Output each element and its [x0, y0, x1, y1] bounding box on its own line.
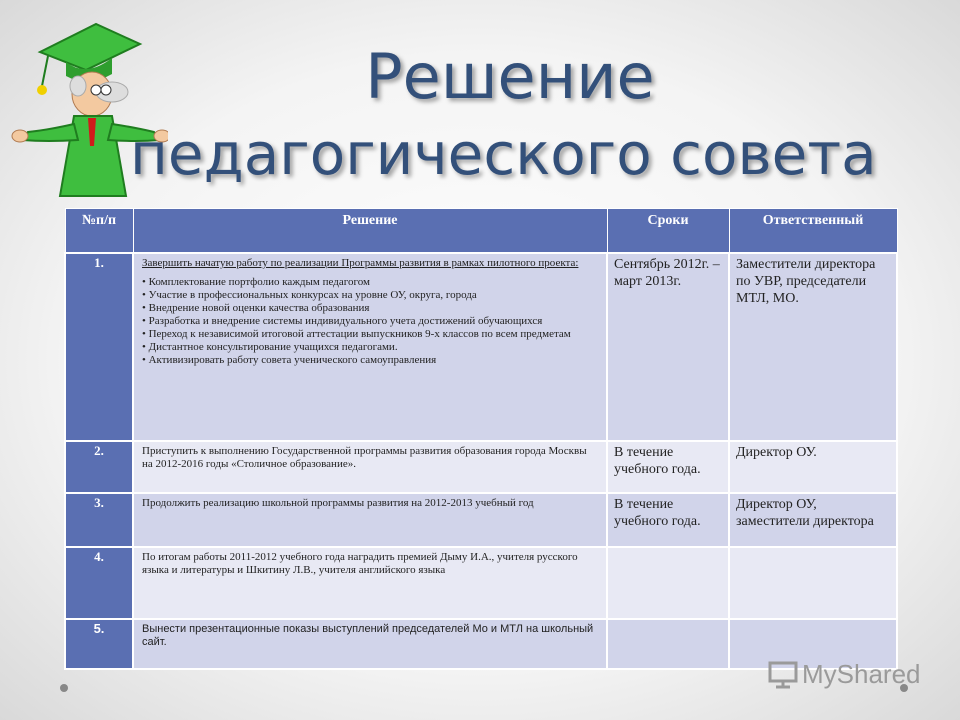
- header-term: Сроки: [607, 209, 729, 254]
- table-row: [65, 441, 897, 493]
- term-cell: В течение учебного года.: [607, 441, 729, 493]
- list-item: • Внедрение новой оценки качества образования: [142, 302, 370, 314]
- row-number: 1.: [65, 253, 133, 441]
- watermark-text: MyShared: [802, 658, 921, 689]
- term-cell: [607, 619, 729, 669]
- header-decision: Решение: [133, 209, 607, 254]
- slide-title-line1: Решение: [365, 40, 655, 113]
- term-cell: [607, 547, 729, 619]
- responsible-cell: Директор ОУ, заместители директора: [729, 493, 897, 547]
- decorative-dot: [60, 684, 68, 692]
- responsible-cell: [729, 547, 897, 619]
- decision-cell: [133, 253, 607, 441]
- decision-table: [64, 208, 898, 670]
- decision-lead: Завершить начатую работу по реализации Программы развития в рамках пилотного проекта:: [142, 257, 579, 269]
- row-number: 2.: [65, 441, 133, 493]
- row-number: 3.: [65, 493, 133, 547]
- table-row: [65, 253, 897, 441]
- list-item: • Переход к независимой итоговой аттестации выпускников 9-х классов по всем предметам: [142, 328, 571, 340]
- list-item: • Дистантное консультирование учащихся педагогами.: [142, 341, 398, 353]
- header-responsible: Ответственный: [729, 209, 897, 254]
- list-item: • Комплектование портфолио каждым педагогом: [142, 276, 370, 288]
- table-row: [65, 547, 897, 619]
- term-cell: В течение учебного года.: [607, 493, 729, 547]
- decision-cell: Вынести презентационные показы выступлений председателей Мо и МТЛ на школьный сайт.: [133, 619, 607, 669]
- header-number: №п/п: [65, 209, 133, 254]
- list-item: • Участие в профессиональных конкурсах на уровне ОУ, округа, города: [142, 289, 477, 301]
- responsible-cell: Директор ОУ.: [729, 441, 897, 493]
- decision-cell: Продолжить реализацию школьной программы развития на 2012-2013 учебный год: [133, 493, 607, 547]
- term-cell: Сентябрь 2012г. – март 2013г.: [607, 253, 729, 441]
- row-number: 5.: [65, 619, 133, 669]
- slide-title-line2: педагогического совета: [130, 120, 877, 188]
- decision-cell: По итогам работы 2011-2012 учебного года наградить премией Дыму И.А., учителя русского языка и литературы и Шкитину Л.В., учителя английского языка: [133, 547, 607, 619]
- table-row: [65, 493, 897, 547]
- watermark: [768, 656, 921, 692]
- presentation-icon: [768, 659, 798, 689]
- responsible-cell: Заместители директора по УВР, председатели МТЛ, МО.: [729, 253, 897, 441]
- row-number: 4.: [65, 547, 133, 619]
- list-item: • Активизировать работу совета ученического самоуправления: [142, 354, 437, 366]
- decision-bullets: [142, 276, 598, 367]
- list-item: • Разработка и внедрение системы индивидуального учета достижений обучающихся: [142, 315, 543, 327]
- decision-cell: Приступить к выполнению Государственной программы развития образования города Москвы на 2012-2016 годы «Столичное образование».: [133, 441, 607, 493]
- table-header-row: [65, 209, 897, 254]
